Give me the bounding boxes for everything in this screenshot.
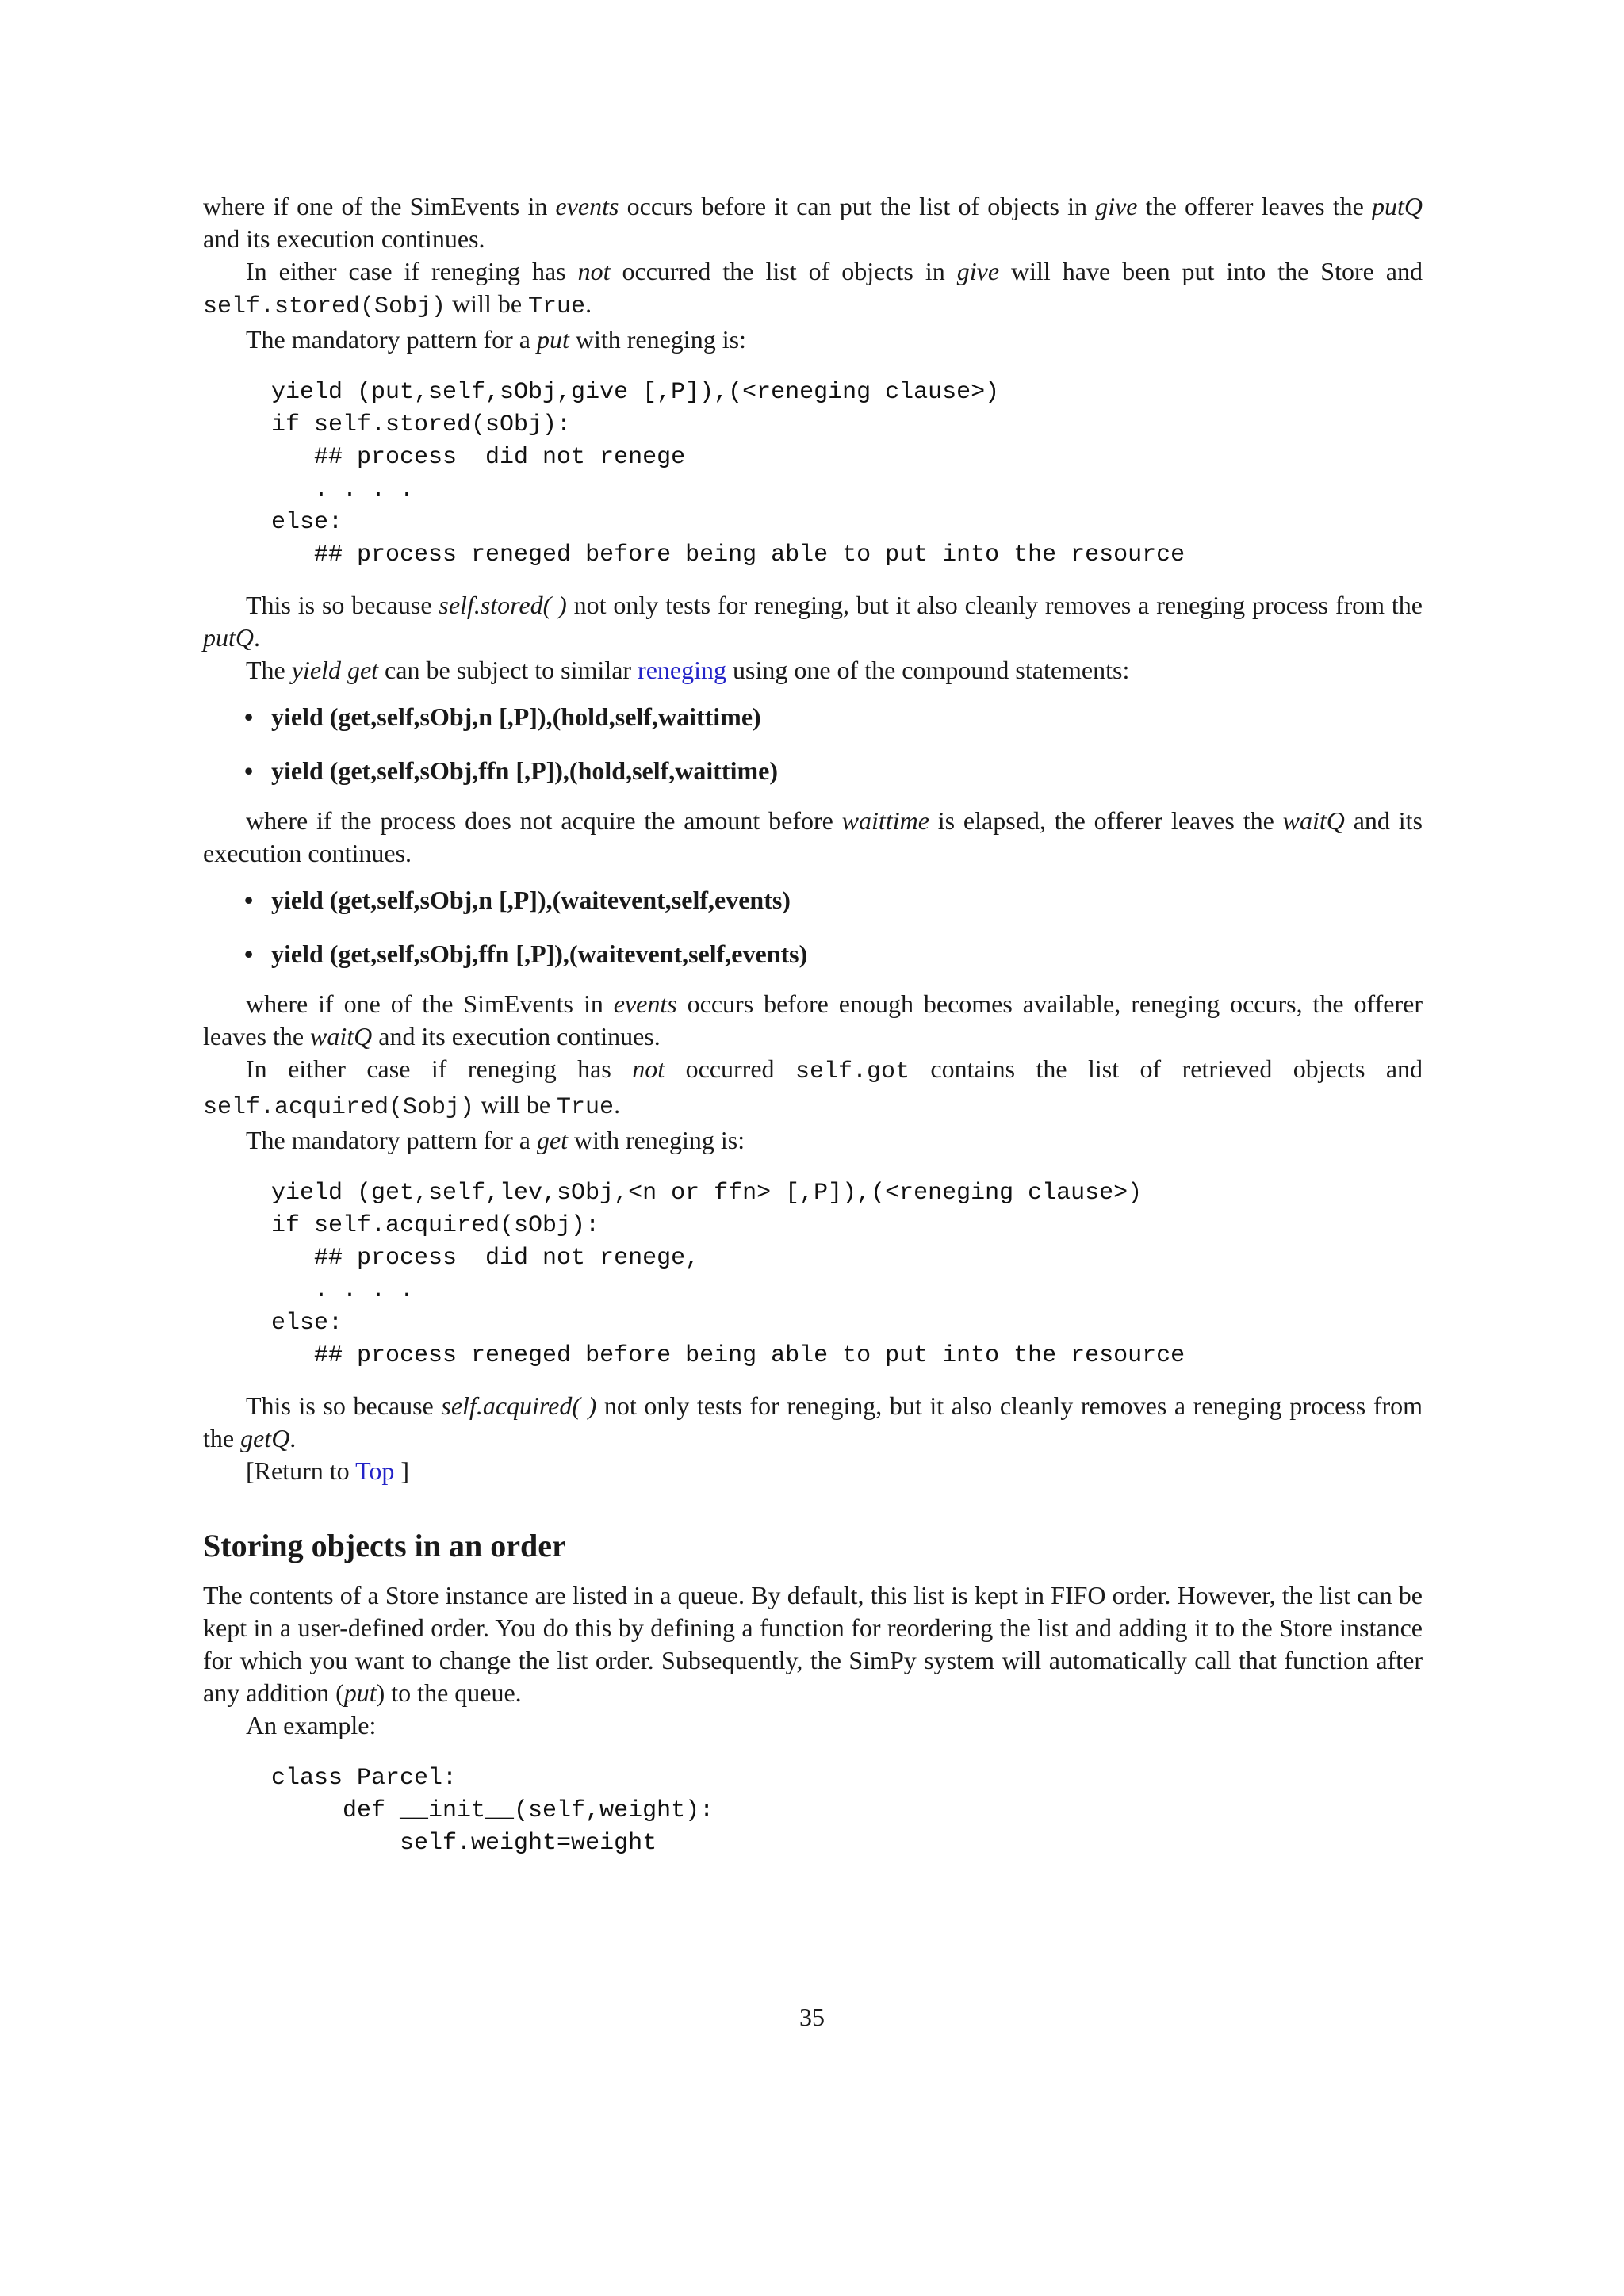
text: The mandatory pattern for a xyxy=(246,325,537,354)
paragraph-acquired-explanation xyxy=(203,1390,1423,1455)
text: is elapsed, the offerer leaves the xyxy=(929,806,1283,835)
text: events xyxy=(555,192,619,220)
text: with reneging is: xyxy=(568,1126,745,1154)
text: ] xyxy=(394,1456,410,1485)
reneging-link[interactable]: reneging xyxy=(638,656,726,684)
text: can be subject to similar xyxy=(378,656,638,684)
text: occurred xyxy=(665,1054,795,1083)
section-heading: Storing objects in an order xyxy=(203,1528,566,1563)
text: contains the list of retrieved objects and xyxy=(909,1054,1423,1083)
text: [Return to xyxy=(246,1456,356,1485)
bullet-icon: • xyxy=(244,939,254,968)
text: will have been put into the Store and xyxy=(999,257,1423,285)
inline-code: True xyxy=(528,293,586,320)
paragraph-example: An example: xyxy=(246,1711,377,1739)
code-block-get-reneging: yield (get,self,lev,sObj,<n or ffn> [,P]),(<reneging clause>) if self.acquired(sObj): ## process did not renege, . . . . else: ## process reneged before being able to put into the resource xyxy=(271,1180,1185,1369)
paragraph-waittime xyxy=(203,805,1423,870)
inline-code: True xyxy=(557,1094,615,1121)
text: In either case if reneging has xyxy=(246,257,578,285)
bullet-icon: • xyxy=(244,886,254,914)
list-item xyxy=(203,755,1423,787)
code-block-parcel: class Parcel: def __init__(self,weight): self.weight=weight xyxy=(271,1765,714,1857)
inline-code: self.acquired(Sobj) xyxy=(203,1094,475,1121)
text: waitQ xyxy=(310,1022,373,1050)
list-item xyxy=(203,938,1423,970)
paragraph-stored-true xyxy=(203,255,1423,323)
text: put xyxy=(343,1678,377,1707)
text: not only tests for reneging, but it also cleanly removes a reneging process from the xyxy=(203,1391,1423,1452)
paragraph-store-order xyxy=(203,1579,1423,1709)
text: will be xyxy=(474,1090,557,1119)
text: yield get xyxy=(291,656,379,684)
paragraph-putq-reneging xyxy=(203,190,1423,255)
text: put xyxy=(536,325,569,354)
text: yield (get,self,sObj,n [,P]),(hold,self,waittime) xyxy=(271,702,761,731)
page-number: 35 xyxy=(799,2003,825,2031)
text: ) to the queue. xyxy=(376,1678,522,1707)
paragraph-put-pattern xyxy=(203,323,1423,356)
text: occurs before it can put the list of objects in xyxy=(619,192,1096,220)
text: using one of the compound statements: xyxy=(726,656,1130,684)
text: not xyxy=(577,257,611,285)
inline-code: self.stored(Sobj) xyxy=(203,293,446,320)
text: and its execution continues. xyxy=(203,224,485,253)
text: In either case if reneging has xyxy=(246,1054,633,1083)
text: not xyxy=(632,1054,665,1083)
text: . xyxy=(254,623,260,652)
text: The xyxy=(246,656,292,684)
text: getQ xyxy=(240,1424,290,1452)
text: and its execution continues. xyxy=(203,806,1423,867)
paragraph-yield-get-intro xyxy=(203,654,1423,687)
text: . xyxy=(289,1424,297,1452)
text: The mandatory pattern for a xyxy=(246,1126,537,1154)
text: This is so because xyxy=(246,591,439,619)
paragraph-get-pattern xyxy=(203,1124,1423,1157)
text: where if one of the SimEvents in xyxy=(203,192,556,220)
text: yield (get,self,sObj,ffn [,P]),(waitevent,self,events) xyxy=(271,939,808,968)
paragraph-stored-explanation xyxy=(203,589,1423,654)
paragraph-acquired-true xyxy=(203,1053,1423,1124)
top-link[interactable]: Top xyxy=(355,1456,395,1485)
text: and its execution continues. xyxy=(372,1022,661,1050)
text: waittime xyxy=(841,806,929,835)
text: putQ xyxy=(203,623,254,652)
list-item xyxy=(203,884,1423,916)
text: . xyxy=(614,1090,621,1119)
paragraph-events-reneging xyxy=(203,988,1423,1053)
text: give xyxy=(1095,192,1138,220)
bullet-icon: • xyxy=(244,756,254,785)
text: give xyxy=(956,257,1000,285)
text: occurred the list of objects in xyxy=(610,257,957,285)
text: where if the process does not acquire the amount before xyxy=(246,806,842,835)
text: with reneging is: xyxy=(569,325,746,354)
text: putQ xyxy=(1372,192,1423,220)
return-to-top xyxy=(203,1455,1423,1487)
text: will be xyxy=(446,289,529,318)
document-page xyxy=(203,190,1423,1877)
bullet-list-waitevent xyxy=(203,884,1423,970)
text: not only tests for reneging, but it also cleanly removes a reneging process from the xyxy=(566,591,1423,619)
bullet-icon: • xyxy=(244,702,254,731)
text: where if one of the SimEvents in xyxy=(246,989,614,1018)
list-item xyxy=(203,701,1423,733)
text: waitQ xyxy=(1282,806,1345,835)
text: yield (get,self,sObj,ffn [,P]),(hold,self,waittime) xyxy=(271,756,778,785)
text: . xyxy=(585,289,592,318)
text: self.acquired( ) xyxy=(441,1391,597,1420)
text: the offerer leaves the xyxy=(1137,192,1373,220)
text: get xyxy=(536,1126,569,1154)
text: occurs before enough becomes available, reneging occurs, the offerer leaves the xyxy=(203,989,1423,1050)
code-block-put-reneging: yield (put,self,sObj,give [,P]),(<reneging clause>) if self.stored(sObj): ## process did not renege . . . . else: ## process reneged before being able to put into the resource xyxy=(271,379,1185,568)
text: self.stored( ) xyxy=(439,591,567,619)
text: The contents of a Store instance are listed in a queue. By default, this list is kept in FIFO order. However, the list can be kept in a user-defined order. You do this by defining a function for reordering the list and adding it to the Store instance for which you want to change the list order. Subsequently, the SimPy system will automatically call that function after any addition ( xyxy=(203,1581,1423,1707)
inline-code: self.got xyxy=(795,1058,910,1085)
text: events xyxy=(613,989,677,1018)
text: yield (get,self,sObj,n [,P]),(waitevent,self,events) xyxy=(271,886,791,914)
bullet-list-hold xyxy=(203,701,1423,787)
text: This is so because xyxy=(246,1391,442,1420)
